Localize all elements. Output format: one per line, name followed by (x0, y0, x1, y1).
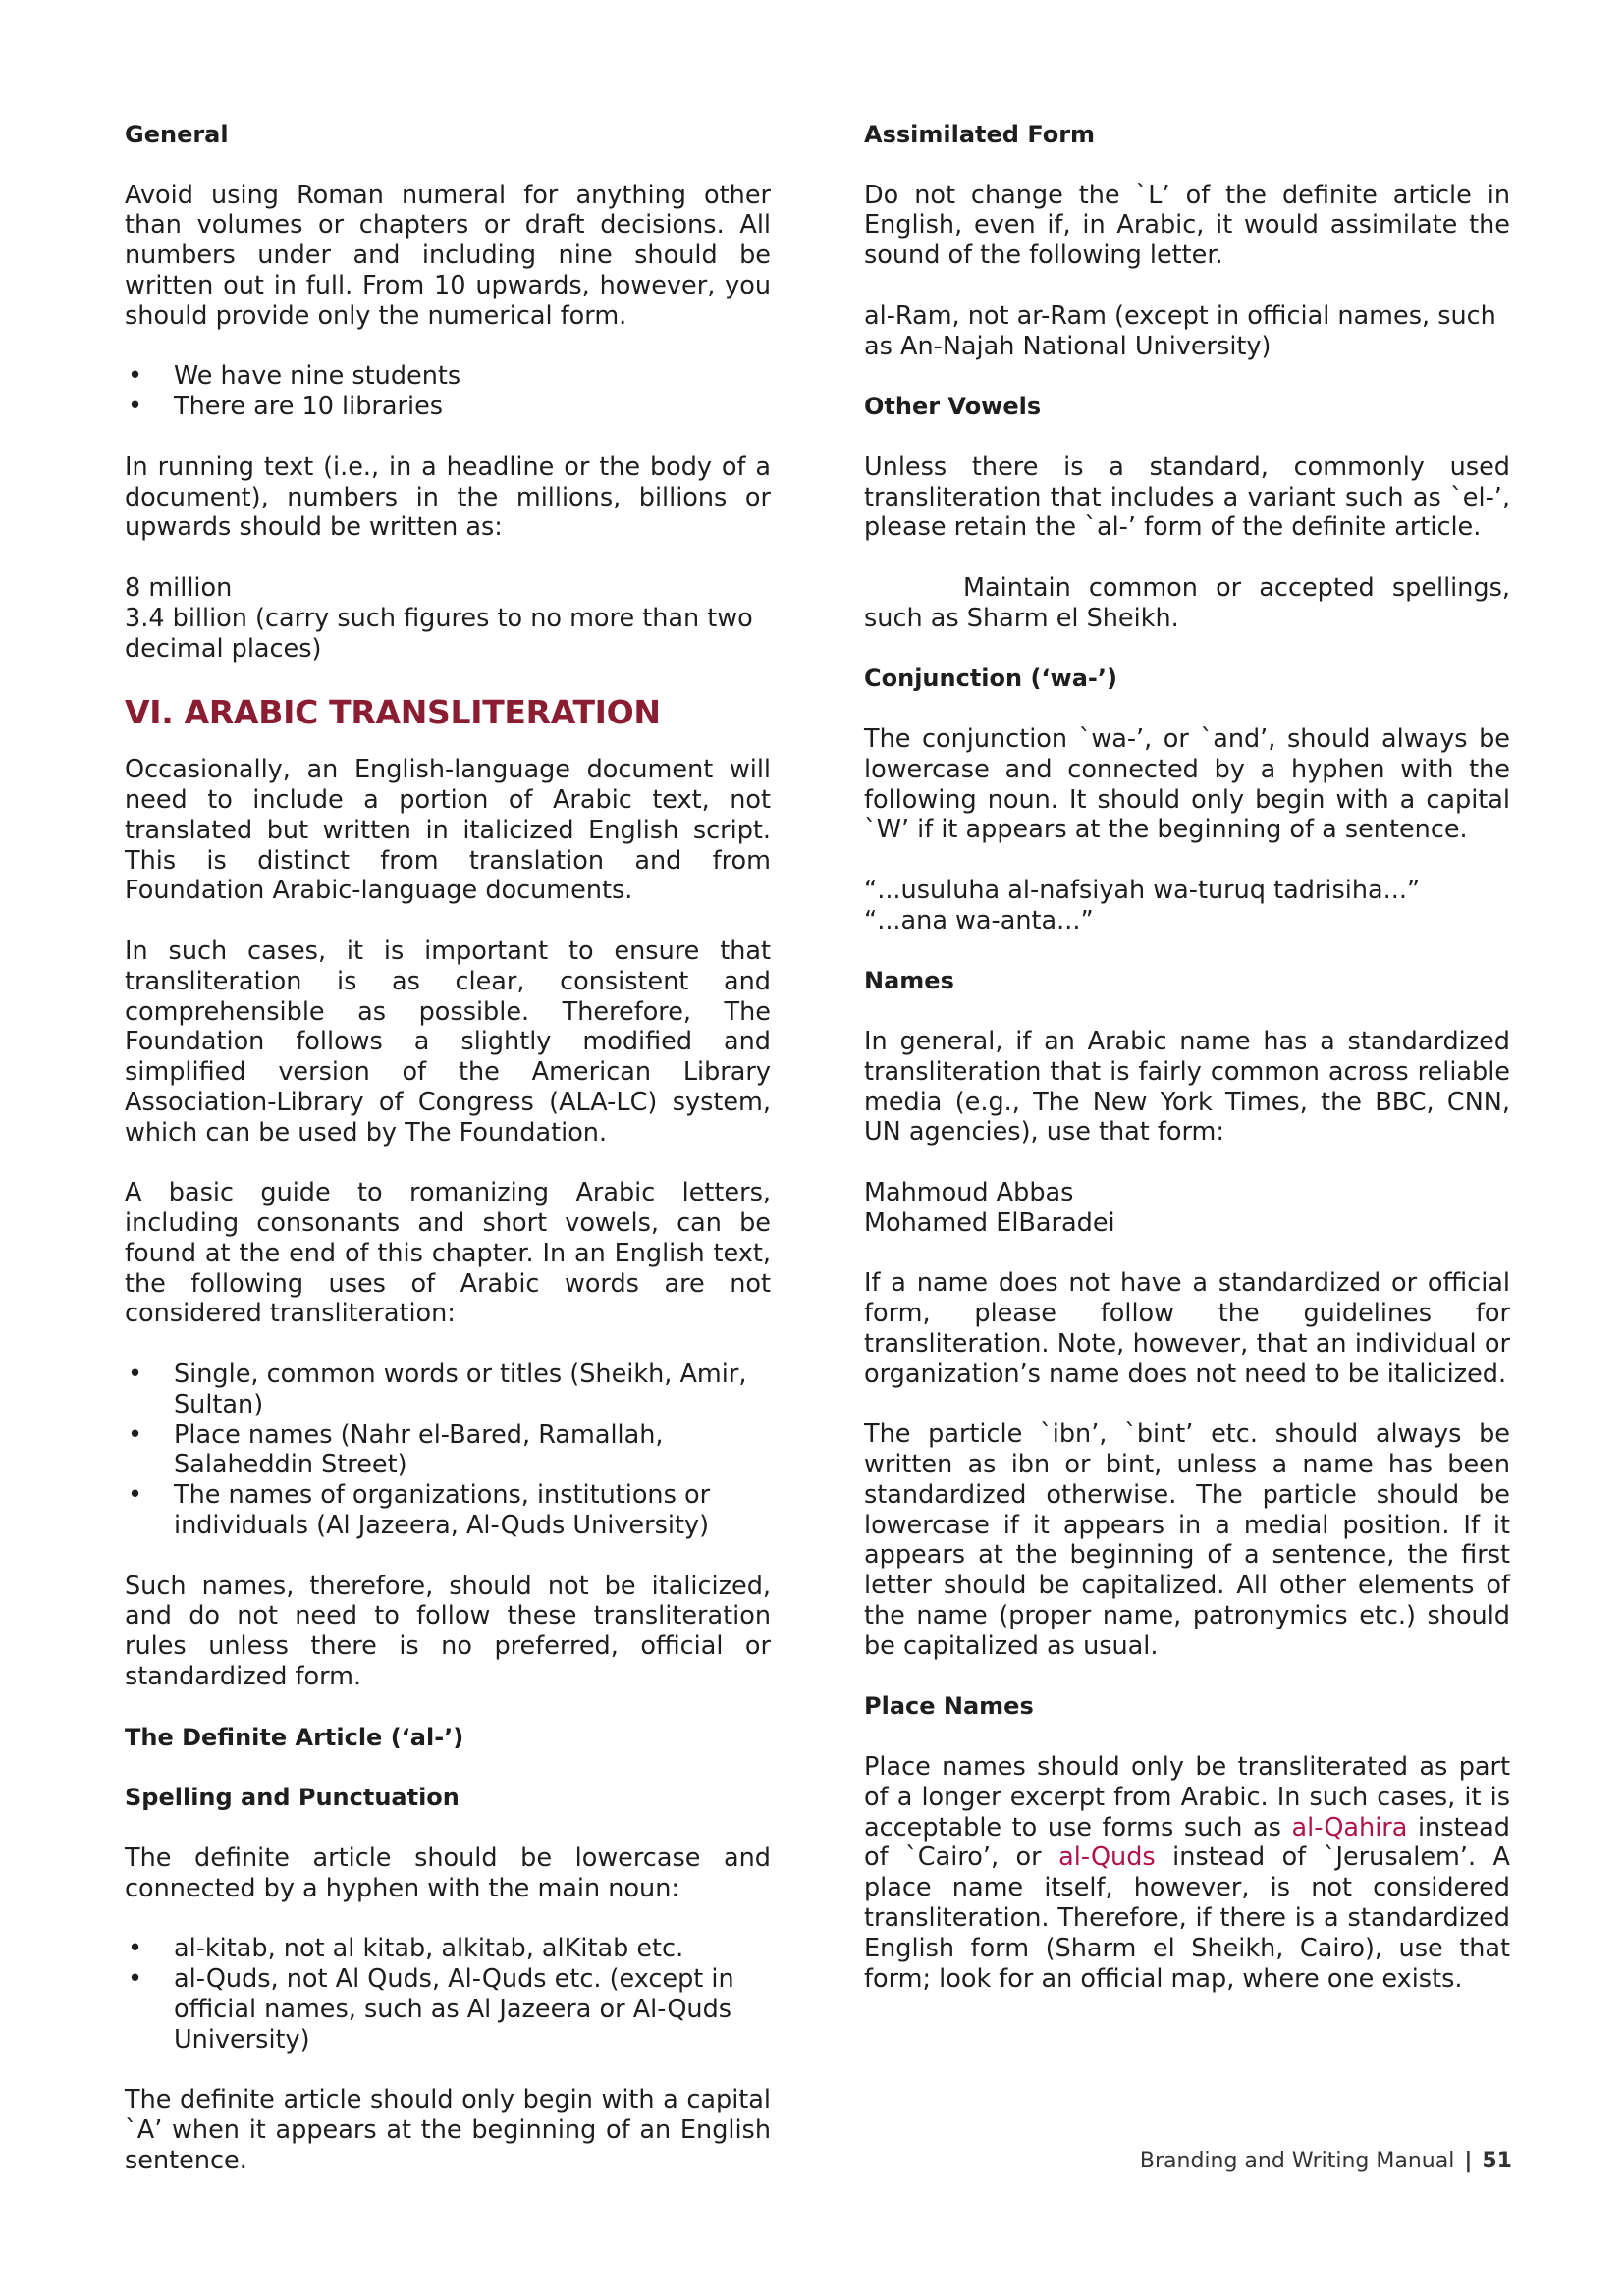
place-text-b: instead of `Cairo’, or (864, 1812, 1510, 1873)
names-heading: Names (864, 967, 954, 995)
assimilated-paragraph-2: al-Ram, not ar-Ram (except in official names, such as An-Najah National University) (864, 300, 1496, 361)
conjunction-heading: Conjunction (‘wa-’) (864, 665, 1117, 693)
general-bullet-list (125, 361, 771, 422)
assimilated-paragraph-1: Do not change the `L’ of the definite article in English, even if, in Arabic, it would assimilate the sound of the following letter. (864, 180, 1510, 271)
general-heading: General (125, 121, 229, 148)
example-line: 3.4 billion (carry such figures to no more than two decimal places) (125, 603, 753, 664)
list-item: • al-Quds, not Al Quds, Al-Quds etc. (except in official names, such as Al Jazeera or Al-Quds University) (125, 1964, 771, 2055)
names-paragraph-3: The particle `ibn’, `bint’ etc. should always be written as ibn or bint, unless a name has been standardized otherwise. The particle should be lowercase if it appears in a medial position. If it appears at the beginning of a sentence, the first letter should be capitalized. All other elements of the name (proper name, patronymics etc.) should be capitalized as usual. (864, 1419, 1510, 1661)
vowels-paragraph-1: Unless there is a standard, commonly used transliteration that includes a variant such as `el-’, please retain the `al-’ form of the definite article. (864, 452, 1510, 543)
general-paragraph-2: In running text (i.e., in a headline or the body of a document), numbers in the millions, billions or upwards should be written as: (125, 452, 771, 543)
footer-separator: | (1464, 2149, 1473, 2173)
highlight-al-quds: al-Quds (1058, 1842, 1156, 1873)
assimilated-heading: Assimilated Form (864, 121, 1096, 148)
vowels-heading: Other Vowels (864, 393, 1042, 421)
conjunction-paragraph-1: The conjunction `wa-’, or `and’, should always be lowercase and connected by a hyphen with the following noun. It should only begin with a capital `W’ if it appears at the beginning of a sentence. (864, 723, 1510, 845)
number-examples (125, 573, 771, 664)
place-names-paragraph (864, 1752, 1510, 1994)
spelling-paragraph-1: The definite article should be lowercase and connected by a hyphen with the main noun: (125, 1842, 771, 1903)
spelling-bullet-list (125, 1934, 771, 2055)
list-item: • Place names (Nahr el-Bared, Ramallah, Salaheddin Street) (125, 1420, 771, 1481)
list-item: • The names of organizations, institutions or individuals (Al Jazeera, Al-Quds University) (125, 1480, 771, 1541)
names-examples (864, 1178, 1510, 1239)
example-line: Mahmoud Abbas (864, 1177, 1074, 1207)
place-text-a: Place names should only be transliterated as part of a longer excerpt from Arabic. In such cases, it is acceptable to use forms such as (864, 1752, 1510, 1842)
names-paragraph-2: If a name does not have a standardized or official form, please follow the guidelines for transliteration. Note, however, that an individual or organization’s name does not need to be italicized. (864, 1268, 1510, 1389)
page-footer (1140, 2147, 1512, 2176)
list-item: • We have nine students (125, 361, 771, 392)
place-text-c: instead of `Jerusalem’. A place name itself, however, is not considered transliteration. Therefore, if there is a standardized English form (Sharm el Sheikh, Cairo), use that form; look for an official map, where one exists. (864, 1842, 1510, 1994)
conjunction-examples (864, 876, 1510, 936)
spelling-heading: Spelling and Punctuation (125, 1784, 460, 1812)
list-item: • Single, common words or titles (Sheikh, Amir, Sultan) (125, 1360, 771, 1420)
example-line: “...usuluha al-nafsiyah wa-turuq tadrisiha...” (864, 875, 1421, 905)
right-column (864, 120, 1510, 2024)
transliteration-paragraph-3: A basic guide to romanizing Arabic letters, including consonants and short vowels, can be found at the end of this chapter. In an English text, the following uses of Arabic words are not considered transliteration: (125, 1178, 771, 1329)
spelling-paragraph-2: The definite article should only begin with a capital `A’ when it appears at the beginning of an English sentence. (125, 2085, 771, 2175)
highlight-al-qahira: al-Qahira (1291, 1812, 1408, 1842)
example-line: “...ana wa-anta...” (864, 905, 1094, 935)
vowels-paragraph-2: Maintain common or accepted spellings, such as Sharm el Sheikh. (864, 572, 1510, 633)
transliteration-paragraph-1: Occasionally, an English-language document will need to include a portion of Arabic text, not translated but written in italicized English script. This is distinct from translation and from Foundation Arabic-language documents. (125, 755, 771, 906)
list-item: • al-kitab, not al kitab, alkitab, alKitab etc. (125, 1934, 771, 1964)
example-line: 8 million (125, 572, 233, 603)
transliteration-paragraph-2: In such cases, it is important to ensure that transliteration is as clear, consistent and comprehensible as possible. Therefore, The Foundation follows a slightly modified and simplified version of the American Library Association-Library of Congress (ALA-LC) system, which can be used by The Foundation. (125, 935, 771, 1148)
example-line: Mohamed ElBaradei (864, 1207, 1115, 1238)
left-column (125, 120, 771, 2206)
footer-title: Branding and Writing Manual (1139, 2149, 1455, 2173)
list-item: • There are 10 libraries (125, 392, 771, 422)
transliteration-bullet-list (125, 1360, 771, 1541)
definite-article-heading: The Definite Article (‘al-’) (125, 1723, 464, 1751)
page-number: 51 (1482, 2149, 1512, 2173)
place-names-heading: Place Names (864, 1692, 1034, 1721)
section-title: VI. ARABIC TRANSLITERATION (125, 693, 661, 732)
transliteration-paragraph-4: Such names, therefore, should not be italicized, and do not need to follow these transliteration rules unless there is no preferred, official or standardized form. (125, 1571, 771, 1692)
general-paragraph-1: Avoid using Roman numeral for anything other than volumes or chapters or draft decisions. All numbers under and including nine should be written out in full. From 10 upwards, however, you should provide only the numerical form. (125, 180, 771, 331)
names-paragraph-1: In general, if an Arabic name has a standardized transliteration that is fairly common across reliable media (e.g., The New York Times, the BBC, CNN, UN agencies), use that form: (864, 1026, 1510, 1148)
